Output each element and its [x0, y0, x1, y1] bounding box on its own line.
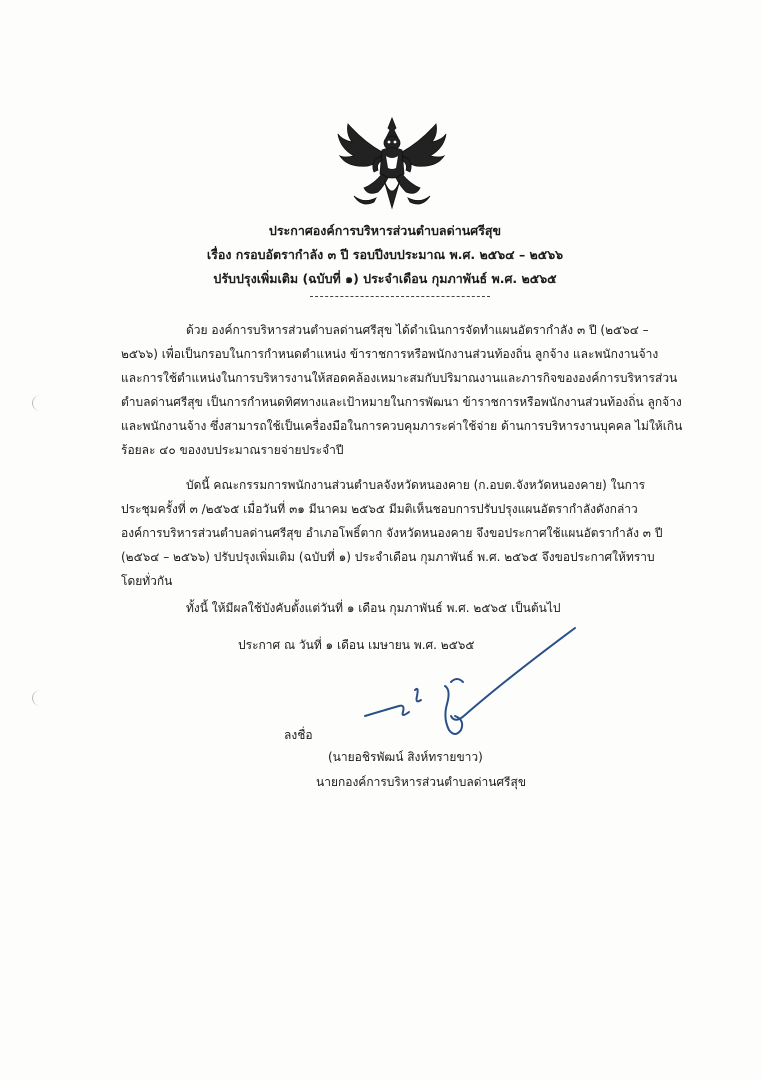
signer-position: นายกองค์การบริหารส่วนตำบลด่านศรีสุข	[316, 775, 527, 789]
para1-line: ตำบลด่านศรีสุข เป็นการกำหนดทิศทางและเป้าหมายในการพัฒนา ข้าราชการหรือพนักงานส่วนท้องถิ่น ลูกจ้าง	[121, 395, 682, 409]
signature-label: ลงชื่อ	[284, 728, 313, 742]
para2-line: (๒๕๖๔ – ๒๕๖๖) ปรับปรุงเพิ่มเติม (ฉบับที่ ๑) ประจำเดือน กุมภาพันธ์ พ.ศ. ๒๕๖๕ จึงขอประกาศให้ทราบ	[121, 550, 655, 564]
para1-line: ร้อยละ ๔๐ ของงบประมาณรายจ่ายประจำปี	[121, 443, 344, 457]
para2-line: ประชุมครั้งที่ ๓ /๒๕๖๕ เมื่อวันที่ ๓๑ มีนาคม ๒๕๖๕ มีมติเห็นชอบการปรับปรุงแผนอัตรากำลังดังกล่าว	[121, 502, 638, 516]
garuda-emblem-icon	[334, 112, 450, 212]
signer-name: (นายอชิรพัฒน์ สิงห์ทรายขาว)	[328, 750, 483, 764]
para2-line: องค์การบริหารส่วนตำบลด่านศรีสุข อำเภอโพธิ์ตาก จังหวัดหนองคาย จึงขอประกาศใช้แผนอัตรากำลัง ๓ ปี	[121, 526, 663, 540]
punch-hole	[32, 395, 49, 411]
para2-line: บัดนี้ คณะกรรมการพนักงานส่วนตำบลจังหวัดหนองคาย (ก.อบต.จังหวัดหนองคาย) ในการ	[186, 478, 646, 492]
para1-line: และการใช้ตำแหน่งในการบริหารงานให้สอดคล้องเหมาะสมกับปริมาณงานและภารกิจขององค์การบริหารส่วน	[121, 371, 678, 385]
para1-line: ๒๕๖๖) เพื่อเป็นกรอบในการกำหนดตำแหน่ง ข้าราชการหรือพนักงานส่วนท้องถิ่น ลูกจ้าง และพนักงานจ้าง	[121, 347, 659, 361]
effective-date-paragraph: ทั้งนี้ ให้มีผลใช้บังคับตั้งแต่วันที่ ๑ เดือน กุมภาพันธ์ พ.ศ. ๒๕๖๕ เป็นต้นไป	[186, 601, 561, 615]
announcement-revision: ปรับปรุงเพิ่มเติม (ฉบับที่ ๑) ประจำเดือน กุมภาพันธ์ พ.ศ. ๒๕๖๕	[213, 271, 557, 286]
handwritten-signature-icon	[355, 620, 595, 750]
title-divider	[310, 296, 490, 297]
para2-line: โดยทั่วกัน	[121, 574, 173, 588]
announcement-subject: เรื่อง กรอบอัตรากำลัง ๓ ปี รอบปีงบประมาณ พ.ศ. ๒๕๖๔ – ๒๕๖๖	[206, 247, 564, 262]
para1-line: และพนักงานจ้าง ซึ่งสามารถใช้เป็นเครื่องมือในการควบคุมภาระค่าใช้จ่าย ด้านการบริหารงานบุคคล ไม่ให้เกิน	[121, 419, 683, 433]
punch-hole	[32, 690, 49, 706]
announce-date: ประกาศ ณ วันที่ ๑ เดือน เมษายน พ.ศ. ๒๕๖๕	[238, 638, 475, 652]
announcement-title: ประกาศองค์การบริหารส่วนตำบลด่านศรีสุข	[268, 223, 502, 238]
para1-line: ด้วย องค์การบริหารส่วนตำบลด่านศรีสุข ได้ดำเนินการจัดทำแผนอัตรากำลัง ๓ ปี (๒๕๖๔ –	[186, 323, 649, 337]
